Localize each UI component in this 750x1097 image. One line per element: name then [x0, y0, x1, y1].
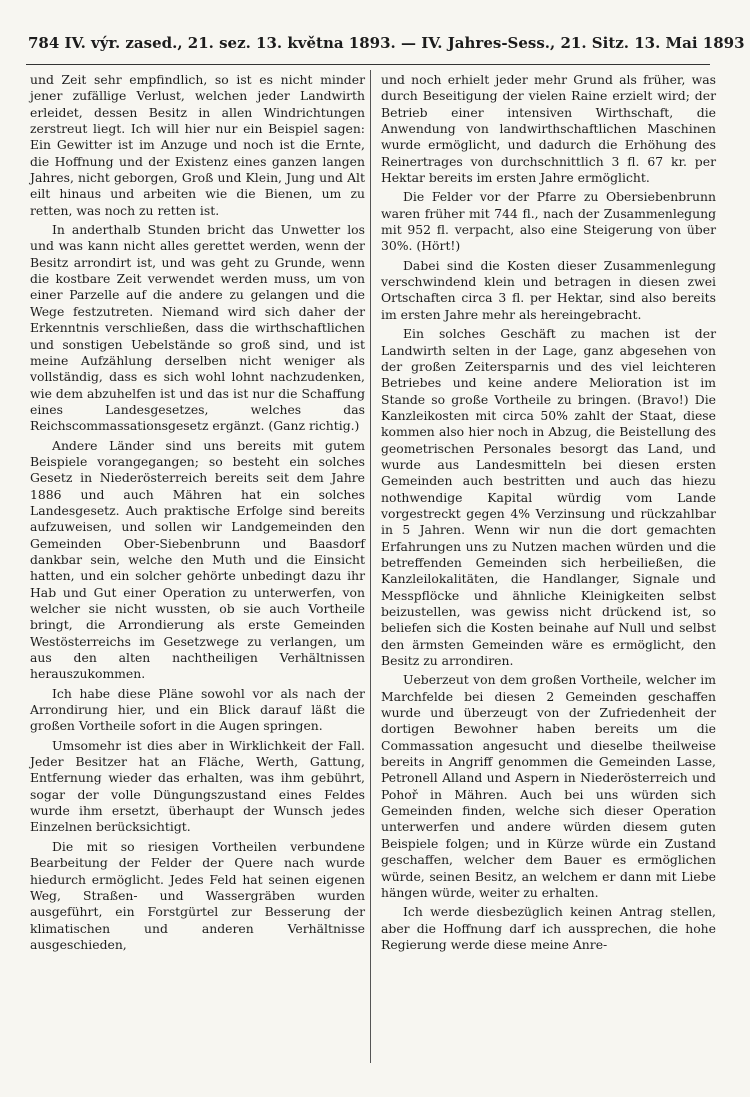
paragraph: und Zeit sehr empfindlich, so ist es nicht minder jener zufällige Verlust, welchen jeder Landwirth erleidet, dessen Besitz in allen Windrichtungen zerstreut liegt. Ich will hier nur ein Beispiel sagen: Ein Gewitter ist im Anzuge und noch ist die Ernte, die Hoffnung und der Existenz eines ganzen langen Jahres, nicht geborgen, Groß und Klein, Jung und Alt eilt hinaus und arbeiten wie die Bienen, um zu retten, was noch zu retten ist.	[30, 72, 365, 218]
right-column	[381, 72, 716, 956]
page-header-text: 784 IV. výr. zased., 21. sez. 13. května 1893. — IV. Jahres-Sess., 21. Sitz. 13. Mai 1893	[28, 34, 745, 52]
paragraph: Dabei sind die Kosten dieser Zusammenlegung verschwindend klein und betragen in diesen zwei Ortschaften circa 3 fl. per Hektar, sind also bereits im ersten Jahre mehr als hereingebracht.	[381, 257, 716, 322]
paragraph: Die Felder vor der Pfarre zu Obersiebenbrunn waren früher mit 744 fl., nach der Zusammenlegung mit 952 fl. verpacht, also eine Steigerung von über 30%. (Hört!)	[381, 189, 716, 254]
paragraph: Ich habe diese Pläne sowohl vor als nach der Arrondirung hier, und ein Blick darauf läßt die großen Vortheile sofort in die Augen springen.	[30, 685, 365, 734]
paragraph: Umsomehr ist dies aber in Wirklichkeit der Fall. Jeder Besitzer hat an Fläche, Werth, Gattung, Entfernung wieder das erhalten, was ihm gebührt, sogar der volle Düngungszustand eines Feldes wurde ihm ersetzt, überhaupt der Wunsch jedes Einzelnen berücksichtigt.	[30, 737, 365, 835]
paragraph: Ein solches Geschäft zu machen ist der Landwirth selten in der Lage, ganz abgesehen von der großen Zeitersparnis und des viel leichteren Betriebes und keine andere Melioration ist im Stande so große Vortheile zu bringen. (Bravo!) Die Kanzleikosten mit circa 50% zahlt der Staat, diese kommen also hier noch in Abzug, die Beistellung des geometrischen Personales besorgt das Land, und wurde aus Landesmitteln bei diesen ersten Gemeinden auch bestritten und auch das hiezu nothwendige Kapital würdig vom Lande vorgestreckt gegen 4% Verzinsung und rückzahlbar in 5 Jahren. Wenn wir nun die dort gemachten Erfahrungen uns zu Nutzen machen würden und die betreffenden Gemeinden sich herbeiließen, die Kanzleilokalitäten, die Handlanger, Signale und Messpflöcke und ähnliche Kleinigkeiten selbst beizustellen, was gewiss nicht drückend ist, so beliefen sich die Kosten beinahe auf Null und selbst den ärmsten Gemeinden wäre es ermöglicht, den Besitz zu arrondiren.	[381, 326, 716, 669]
paragraph: Ueberzeut von dem großen Vortheile, welcher im Marchfelde bei diesen 2 Gemeinden geschaffen wurde und überzeugt von der Zufriedenheit der dortigen Bewohner haben bereits um die Commassation angesucht und dieselbe theilweise bereits in Angriff genommen die Gemeinden Lasse, Petronell Alland und Aspern in Niederösterreich und Pohoř in Mähren. Auch bei uns würden sich Gemeinden finden, welche sich dieser Operation unterwerfen und andere würden diesem guten Beispiele folgen; und in Kürze würde ein Zustand geschaffen, welcher dem Bauer es ermöglichen würde, seinen Besitz, an welchem er dann mit Liebe hängen würde, weiter zu erhalten.	[381, 672, 716, 900]
header-rule	[26, 64, 710, 65]
paragraph: Andere Länder sind uns bereits mit gutem Beispiele vorangegangen; so besteht ein solches Gesetz in Niederösterreich bereits seit dem Jahre 1886 und auch Mähren hat ein solches Landesgesetz. Auch praktische Erfolge sind bereits aufzuweisen, und sollen wir Landgemeinden den Gemeinden Ober-Siebenbrunn und Baasdorf dankbar sein, welche den Muth und die Einsicht hatten, und ein solcher gehörte unbedingt dazu ihr Hab und Gut einer Operation zu unterwerfen, von welcher sie nicht wussten, ob sie auch Vortheile bringt, die Arrondierung als erste Gemeinden Westösterreichs im Gesetzwege zu verlangen, um aus den alten nachtheiligen Verhältnissen herauszukommen.	[30, 437, 365, 682]
page-header	[28, 34, 745, 60]
paragraph: In anderthalb Stunden bricht das Unwetter los und was kann nicht alles gerettet werden, wenn der Besitz arrondirt ist, und was geht zu Grunde, wenn die kostbare Zeit verwendet werden muss, um von einer Parzelle auf die andere zu gelangen und die Wege festzutreten. Niemand wird sich daher der Erkenntnis verschließen, dass die wirthschaftlichen und sonstigen Uebelstände so groß sind, und ist meine Aufzählung derselben nicht weniger als vollständig, dass es sich wohl lohnt nachzudenken, wie dem abzuhelfen ist und das ist nur die Schaffung eines Landesgesetzes, welches das Reichscommassationsgesetz ergänzt. (Ganz richtig.)	[30, 222, 365, 434]
column-divider	[370, 70, 371, 1063]
paragraph: Ich werde diesbezüglich keinen Antrag stellen, aber die Hoffnung darf ich aussprechen, die hohe Regierung werde diese meine Anre-	[381, 904, 716, 952]
left-column	[30, 72, 365, 956]
paragraph: und noch erhielt jeder mehr Grund als früher, was durch Beseitigung der vielen Raine erzielt wird; der Betrieb einer intensiven Wirthschaft, die Anwendung von landwirthschaftlichen Maschinen wurde ermöglicht, und dadurch die Erhöhung des Reinertrages von durchschnittlich 3 fl. 67 kr. per Hektar bereits im ersten Jahre ermöglicht.	[381, 72, 716, 186]
paragraph: Die mit so riesigen Vortheilen verbundene Bearbeitung der Felder der Quere nach wurde hiedurch ermöglicht. Jedes Feld hat seinen eigenen Weg, Straßen- und Wassergräben wurden ausgeführt, ein Forstgürtel zur Besserung der klimatischen und anderen Verhältnisse ausgeschieden,	[30, 838, 365, 952]
